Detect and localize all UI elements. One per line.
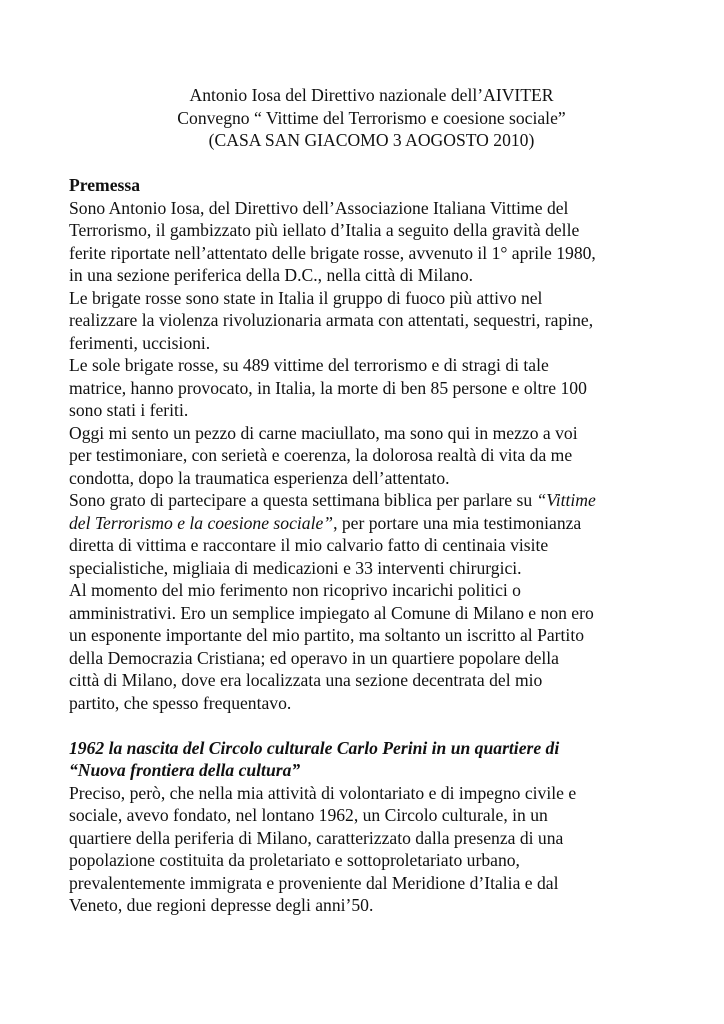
header-venue-date-line: (CASA SAN GIACOMO 3 AOGOSTO 2010): [208, 130, 535, 150]
header-author-line: Antonio Iosa del Direttivo nazionale dell’AIVITER: [189, 85, 554, 105]
text-line: amministrativi. Ero un semplice impiegato al Comune di Milano e non ero: [69, 602, 594, 623]
paragraph-brigate-rosse: [69, 287, 684, 355]
text-line: sono stati i feriti.: [69, 400, 189, 420]
header-conference-line: Convegno “ Vittime del Terrorismo e coesione sociale”: [177, 107, 566, 128]
text-line: popolazione costituita da proletariato e sottoproletariato urbano,: [69, 850, 520, 870]
text-line: [69, 512, 684, 535]
text-line: realizzare la violenza rivoluzionaria armata con attentati, sequestri, rapine,: [69, 310, 594, 330]
text-segment: , per portare una mia testimonianza: [333, 512, 582, 533]
section-title-line: 1962 la nascita del Circolo culturale Carlo Perini in un quartiere di: [69, 737, 560, 758]
text-line: in una sezione periferica della D.C., nella città di Milano.: [69, 265, 474, 285]
text-line: della Democrazia Cristiana; ed operavo in un quartiere popolare della: [69, 647, 559, 668]
text-line: Preciso, però, che nella mia attività di volontariato e di impegno civile e: [69, 782, 577, 803]
text-line: Veneto, due regioni depresse degli anni’50.: [69, 895, 374, 915]
document-header: [69, 84, 684, 152]
spacer: [69, 152, 684, 175]
text-line: [69, 489, 684, 512]
spacer: [69, 714, 684, 737]
text-line: sociale, avevo fondato, nel lontano 1962, un Circolo culturale, in un: [69, 805, 548, 825]
section-title-premessa: Premessa: [69, 175, 141, 195]
text-line: Le sole brigate rosse, su 489 vittime del terrorismo e di stragi di tale: [69, 355, 549, 375]
text-line: diretta di vittima e raccontare il mio calvario fatto di centinaia visite: [69, 535, 549, 555]
text-line: specialistiche, migliaia di medicazioni e 33 interventi chirurgici.: [69, 557, 522, 578]
text-line: partito, che spesso frequentavo.: [69, 692, 292, 713]
section-title-1962: [69, 737, 684, 782]
emphasis-text: del Terrorismo e la coesione sociale”: [69, 512, 334, 533]
text-line: per testimoniare, con serietà e coerenza, la dolorosa realtà di vita da me: [69, 445, 573, 465]
text-segment: Sono grato di partecipare a questa settimana biblica per parlare su: [69, 490, 537, 510]
text-line: prevalentemente immigrata e proveniente dal Meridione d’Italia e dal: [69, 872, 559, 893]
text-line: condotta, dopo la traumatica esperienza dell’attentato.: [69, 467, 450, 488]
text-line: ferimenti, uccisioni.: [69, 332, 211, 353]
text-line: Le brigate rosse sono state in Italia il gruppo di fuoco più attivo nel: [69, 287, 543, 308]
emphasis-text: “Vittime: [536, 490, 596, 510]
paragraph-biblical-week: [69, 489, 684, 579]
paragraph-testimony: [69, 422, 684, 490]
text-line: Sono Antonio Iosa, del Direttivo dell’Associazione Italiana Vittime del: [69, 197, 569, 218]
paragraph-intro: [69, 197, 684, 287]
paragraph-victims: [69, 354, 684, 422]
text-line: Al momento del mio ferimento non ricoprivo incarichi politici o: [69, 580, 521, 600]
text-line: città di Milano, dove era localizzata una sezione decentrata del mio: [69, 670, 543, 690]
section-title-line: “Nuova frontiera della cultura”: [69, 760, 301, 780]
text-line: quartiere della periferia di Milano, caratterizzato dalla presenza di una: [69, 827, 564, 848]
text-line: ferite riportate nell’attentato delle brigate rosse, avvenuto il 1° aprile 1980,: [69, 242, 596, 263]
paragraph-circolo: [69, 782, 684, 917]
paragraph-wounding: [69, 579, 684, 714]
text-line: Oggi mi sento un pezzo di carne maciullato, ma sono qui in mezzo a voi: [69, 422, 578, 443]
text-line: Terrorismo, il gambizzato più iellato d’Italia a seguito della gravità delle: [69, 220, 580, 240]
text-line: matrice, hanno provocato, in Italia, la morte di ben 85 persone e oltre 100: [69, 377, 587, 398]
text-line: un esponente importante del mio partito, ma soltanto un iscritto al Partito: [69, 625, 585, 645]
